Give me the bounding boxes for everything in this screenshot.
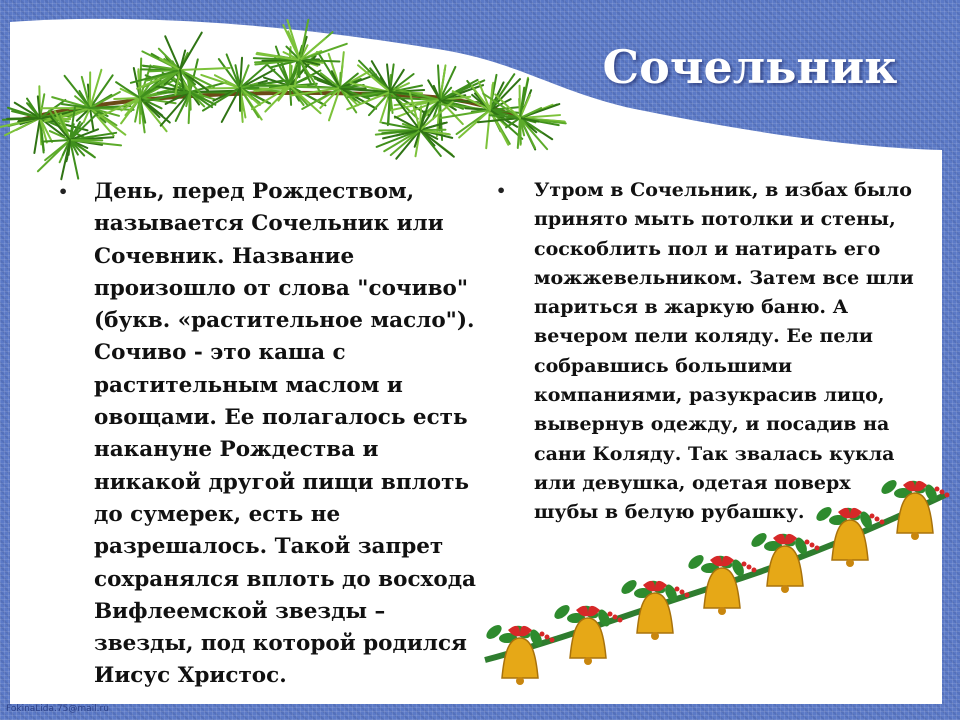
bell-icon (814, 504, 885, 567)
bell-icon (619, 577, 690, 640)
left-paragraph: День, перед Рождеством, называется Сочельник или Сочевник. Название произошло от слова "сочиво" (букв. «растительное масло"). Сочиво - это каша с растительным маслом и овощами. Ее полагалось есть накануне Рождества и никакой другой пищи вплоть до сумерек, есть не разрешалось. Такой запрет сохранялся вплоть до восхода Вифлеемской звезды – звезды, под которой родился Иисус Христос. (94, 179, 476, 689)
slide-title: Сочельник (602, 40, 898, 94)
bullet-icon: • (496, 181, 507, 200)
bell-icon (749, 530, 820, 593)
bullet-icon: • (58, 182, 69, 201)
right-paragraph: Утром в Сочельник, в избах было принято мыть потолки и стены, соскоблить пол и натирать его можжевельником. Затем все шли париться в жаркую баню. А вечером пели коляду. Ее пели собравшись большими компаниями, разукрасив лицо, вывернув одежду, и посадив на сани Коляду. Так звалась кукла или девушка, одетая поверх шубы в белую рубашку. (534, 179, 914, 524)
bell-icon (484, 622, 555, 685)
bell-icon (686, 552, 757, 615)
footer-email: FokinaLida.75@mail.ru (6, 704, 109, 714)
bell-icon (879, 477, 950, 540)
